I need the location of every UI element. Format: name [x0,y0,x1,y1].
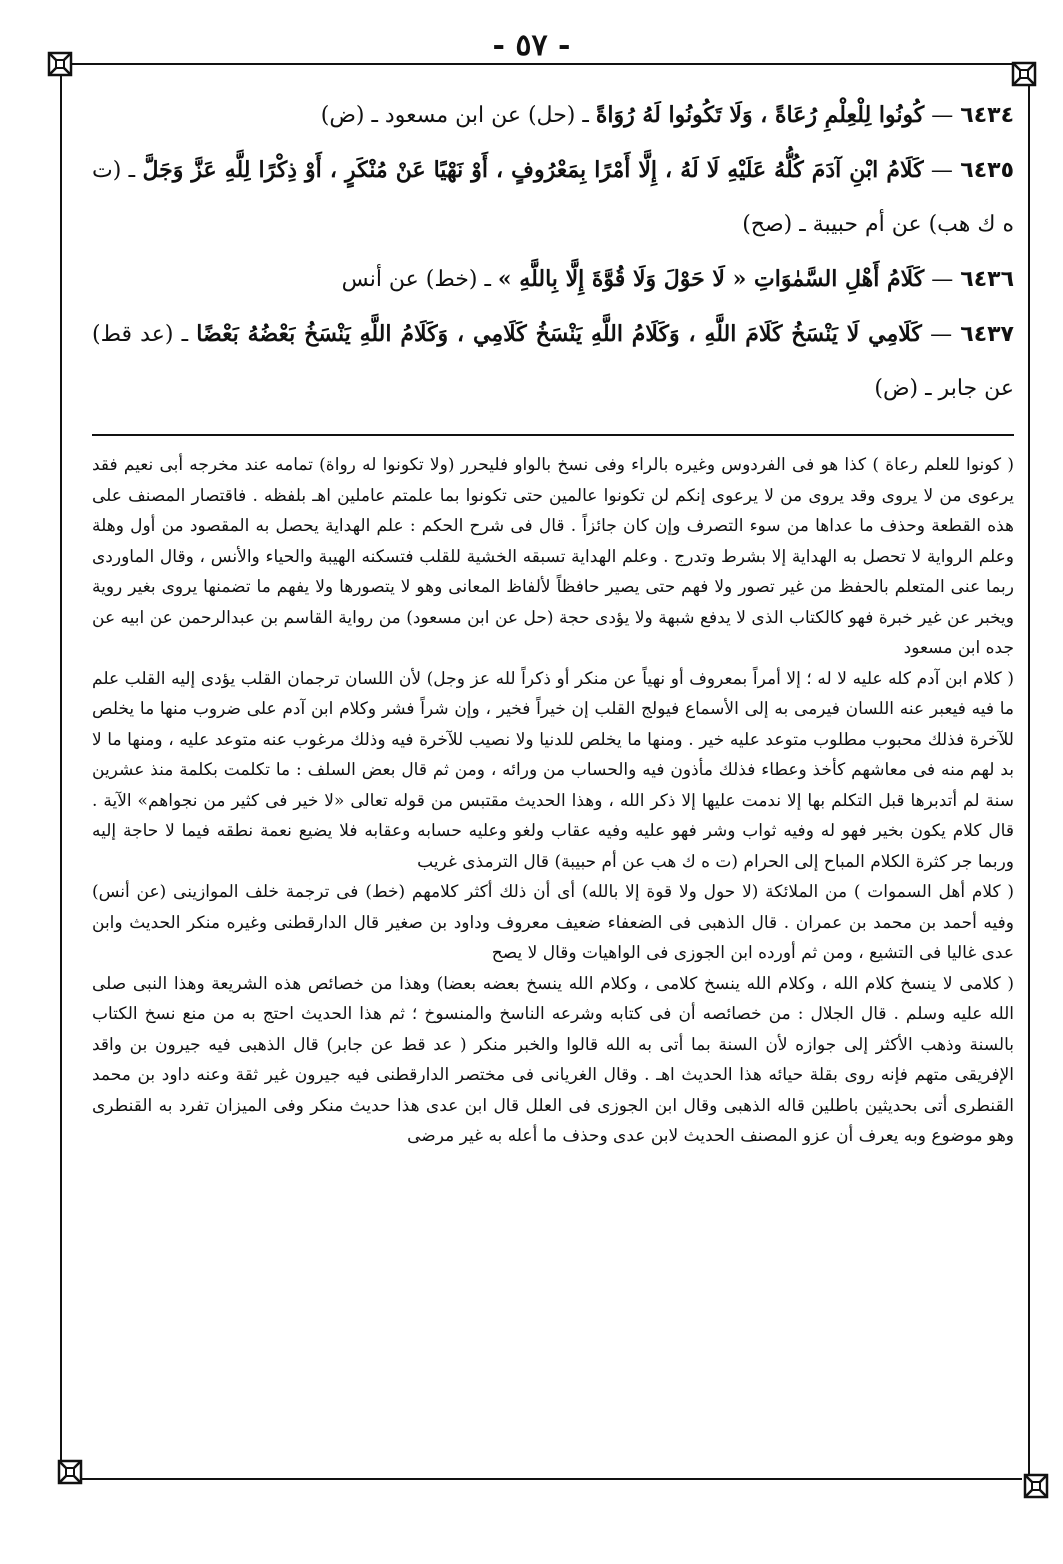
hadith-source: (عد قط) عن جابر ـ (ض) [92,322,1014,401]
hadith-list [92,88,1014,416]
hadith-entry: ٦٤٣٤ — كُونُوا لِلْعِلْمِ رُعَاةً ، وَلَا تَكُونُوا لَهُ رُوَاةً ـ (حل) عن ابن مسعود ـ (ض) [320,102,1014,128]
frame-top-line [72,63,1012,65]
hadith-text: كَلَامِي لَا يَنْسَخُ كَلَامَ اللَّهِ ، وَكَلَامُ اللَّهِ يَنْسَخُ كَلَامِي ، وَكَلَامُ اللَّهِ يَنْسَخُ بَعْضُهُ بَعْضًا [196,321,922,347]
hadith-entry: ٦٤٣٥ — كَلَامُ ابْنِ آدَمَ كُلُّهُ عَلَيْهِ لَا لَهُ ، إِلَّا أَمْرًا بِمَعْرُوفٍ ، أَوْ نَهْيًا عَنْ مُنْكَرٍ ، أَوْ ذِكْرًا لِلَّهِ عَزَّ وَجَلَّ ـ (ت ه ك هب) عن أم حبيبة ـ (صح) [92,157,1014,237]
hadith-entry: ٦٤٣٦ — كَلَامُ أَهْلِ السَّمٰوَاتِ « لَا حَوْلَ وَلَا قُوَّةَ إِلَّا بِاللَّهِ » ـ (خط) عن أنس [341,266,1014,292]
hadith-number: ٦٤٣٥ [960,158,1014,183]
hadith-source: (خط) عن أنس [341,267,478,292]
ornament-corner-icon [1010,60,1038,88]
hadith-text: كَلَامُ أَهْلِ السَّمٰوَاتِ « لَا حَوْلَ وَلَا قُوَّةَ إِلَّا بِاللَّهِ » [497,266,925,292]
page-number: - ٥٧ - [492,28,571,63]
commentary-section [92,450,1014,1152]
hadith-number: ٦٤٣٦ [960,267,1014,292]
frame-right-line [1028,86,1030,1474]
frame-bottom-line [82,1478,1022,1480]
ornament-corner-icon [1022,1472,1050,1500]
commentary-paragraph: ( كلامى لا ينسخ كلام الله ، وكلام الله ينسخ كلامى ، وكلام الله ينسخ بعضه بعضا) وهذا من خصائص هذه الشريعة وهذا النبى صلى الله عليه وسلم . قال الجلال : من خصائصه أن فى كتابه وشرعه الناسخ والمنسوخ ؛ ثم هذا الحديث احتج به من منع نسخ الكتاب بالسنة وذهب الأكثر إلى جوازه لأن السنة بما أتى به الله قالوا والخبر منكر ( عد قط عن جابر) قال الذهبى فيه جيرون بن واقد الإفريقى متهم فإنه روى بقلة حيائه هذا الحديث اهـ . وقال الغريانى فى مختصر الدارقطنى فيه جيرون غير ثقة وعنه داود بن محمد القنطرى أتى بحديثين باطلين قاله الذهبى وقال ابن الجوزى فى العلل قال ابن عدى هذا حديث منكر وفى الميزان تفرد به القنطرى وهو موضوع وبه يعرف أن عزو المصنف الحديث لابن عدى وحذف ما أعله به غير مرضى [92,973,1014,1146]
ornament-corner-icon [56,1458,84,1486]
hadith-source: (ت ه ك هب) عن أم حبيبة ـ (صح) [92,158,1014,237]
footnote-divider [92,434,1014,436]
hadith-number: ٦٤٣٧ [960,322,1014,347]
commentary-paragraph: ( كلام أهل السموات ) من الملائكة (لا حول ولا قوة إلا بالله) أى أن ذلك أكثر كلامهم (خط) فى ترجمة خلف الموازينى (عن أنس) وفيه أحمد بن محمد بن عمران . قال الذهبى فى الضعفاء ضعيف معروف وداود بن صغير قال الدارقطنى وغيره منكر الحديث وابن عدى غاليا فى التشيع ، ومن ثم أورده ابن الجوزى فى الواهيات وقال لا يصح [92,882,1014,963]
hadith-entry: ٦٤٣٧ — كَلَامِي لَا يَنْسَخُ كَلَامَ اللَّهِ ، وَكَلَامُ اللَّهِ يَنْسَخُ كَلَامِي ، وَكَلَامُ اللَّهِ يَنْسَخُ بَعْضُهُ بَعْضًا ـ (عد قط) عن جابر ـ (ض) [92,321,1014,401]
hadith-text: كُونُوا لِلْعِلْمِ رُعَاةً ، وَلَا تَكُونُوا لَهُ رُوَاةً [595,102,925,128]
hadith-source: (حل) عن ابن مسعود ـ (ض) [320,103,576,128]
commentary-paragraph: ( كونوا للعلم رعاة ) كذا هو فى الفردوس وغيره بالراء وفى نسخ بالواو فليحرر (ولا تكونوا له رواة) تمامه عند مخرجه أبى نعيم فقد يرعوى من لا يروى وقد يروى من لا يرعوى إنكم لن تكونوا عالمين حتى تكونوا بما علمتم عاملين اهـ بلفظه . فاقتصار المصنف على هذه القطعة وحذف ما عداها من سوء التصرف وإن كان جائزاً . قال فى شرح الحكم : علم الهداية يحصل به المقصود من أول وهلة وعلم الرواية لا تحصل به الهداية إلا بشرط وتدرج . وعلم الهداية تسبقه الخشية للقلب فتسكنه الهيبة والحياء والأنس ، وقال الماوردى ربما عنى المتعلم بالحفظ من غير تصور ولا فهم حتى يصير حافظاً لألفاظ المعانى وهو لا يتصورها ولا يفهم ما تضمنها يروى بغير روية ويخبر عن غير خبرة فهو كالكتاب الذى لا يدفع شبهة ولا يؤدى حجة (حل عن ابن مسعود) من رواية القاسم بن عبدالرحمن عن ابيه عن جده ابن مسعود [92,455,1014,658]
hadith-text: كَلَامُ ابْنِ آدَمَ كُلُّهُ عَلَيْهِ لَا لَهُ ، إِلَّا أَمْرًا بِمَعْرُوفٍ ، أَوْ نَهْيًا عَنْ مُنْكَرٍ ، أَوْ ذِكْرًا لِلَّهِ عَزَّ وَجَلَّ [142,157,924,183]
frame-left-line [60,76,62,1460]
commentary-paragraph: ( كلام ابن آدم كله عليه لا له ؛ إلا أمراً بمعروف أو نهياً عن منكر أو ذكراً لله عز وجل) لأن اللسان ترجمان القلب يؤدى إليه القلب علم ما فيه فيعبر عنه اللسان فيرمى به إلى الأسماع فيولج القلب إن خيراً فخير ، وإن شراً فشر وكلام ابن آدم على ضروب منها ما يخلص للآخرة فذلك محبوب مطلوب متوعد عليه خير . ومنها ما يخلص للدنيا ولا نصيب للآخرة فيه وذلك مرغوب عنه متوعد عليه ، ومنها ما لا بد لهم منه فى معاشهم كأخذ وعطاء فذلك مأذون فيه والحساب من ورائه ، ومن ثم قال بعض السلف : ما تكلمت بكلمة منذ عشرين سنة لم أتدبرها قبل التكلم بها إلا ندمت عليها إلا ذكر الله ، وهذا الحديث مقتبس من قوله تعالى «لا خير فى كثير من نجواهم» الآية . قال كلام يكون بخير فهو له وفيه ثواب وشر فهو عليه وفيه عقاب ولغو وعليه حسابه وعقابه فلا يضيع نعمة نطقه فيما لا حاجة إليه وربما جر كثرة الكلام المباح إلى الحرام (ت ه ك هب عن أم حبيبة) قال الترمذى غريب [92,668,1015,872]
hadith-number: ٦٤٣٤ [960,103,1014,128]
